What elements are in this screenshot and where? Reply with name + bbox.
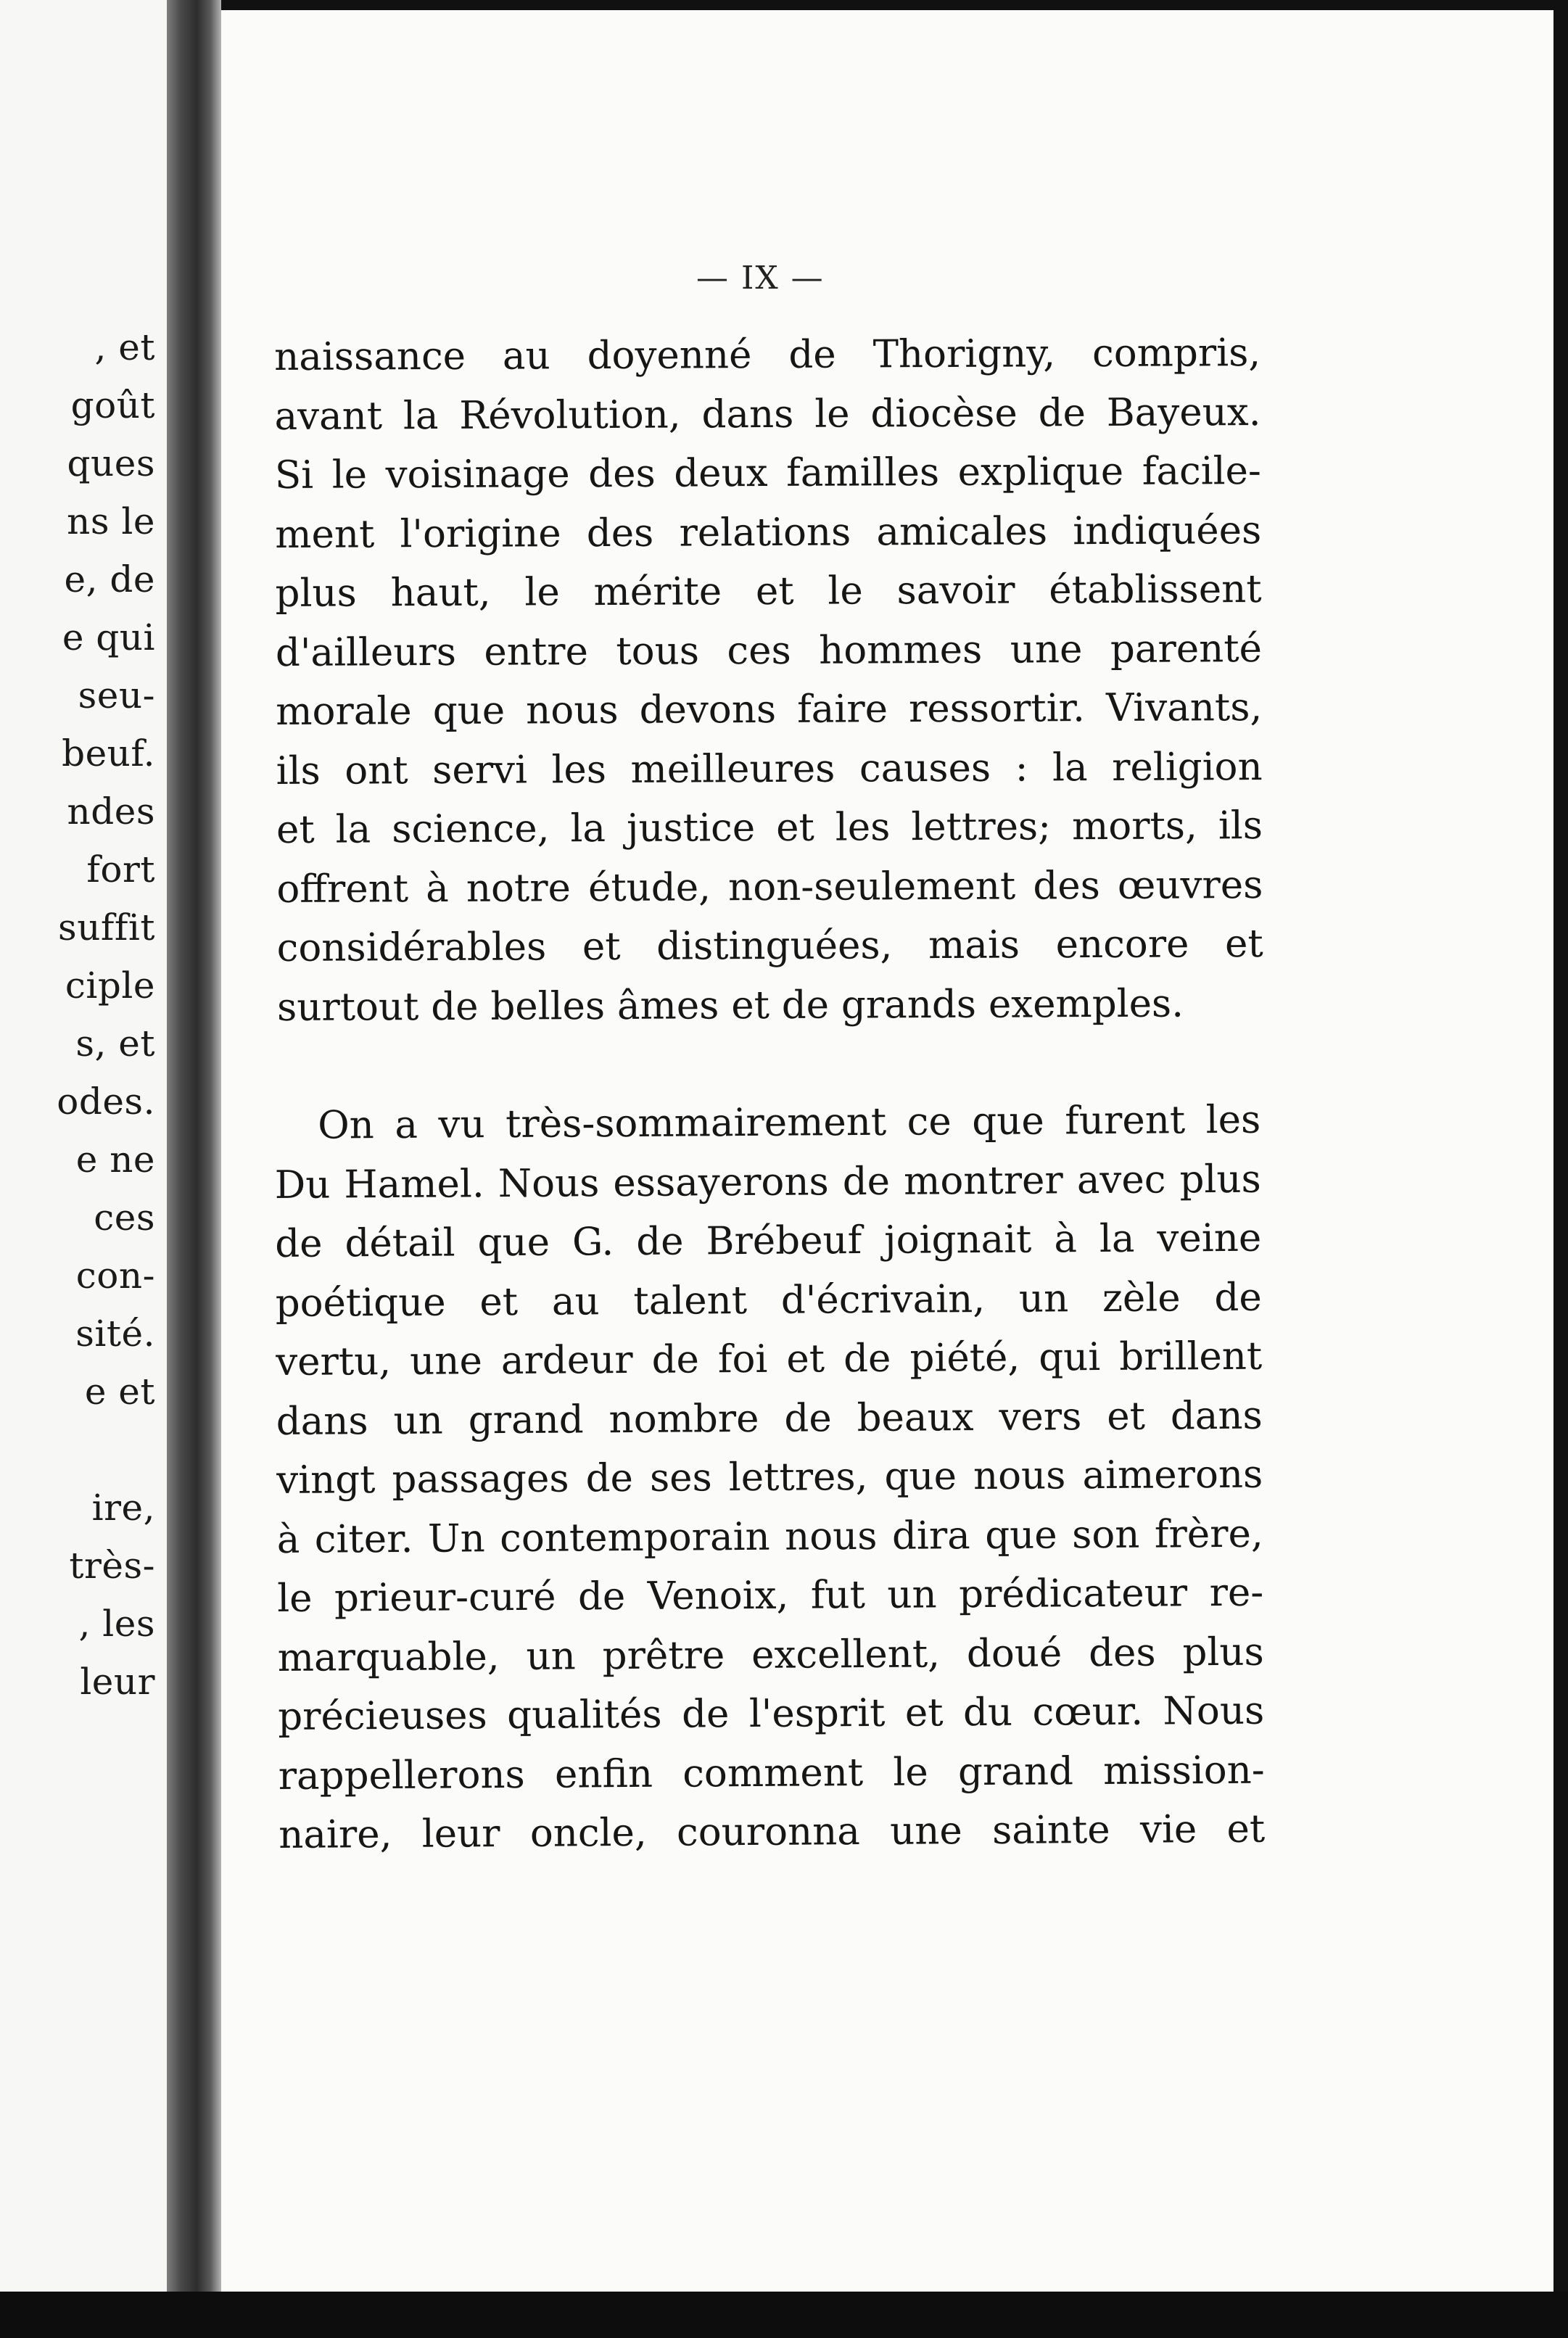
paragraph-1 — [274, 323, 1263, 1037]
left-page-line: e et — [84, 1371, 155, 1413]
left-page-line: ciple — [65, 964, 155, 1007]
left-page-line: sité. — [75, 1313, 155, 1355]
scan-border-top — [221, 0, 1553, 10]
text-line: avant la Révolution, dans le diocèse de Bayeux. — [274, 389, 1261, 439]
left-page-line: leur — [80, 1661, 155, 1703]
text-line: Du Hamel. Nous essayerons de montrer avec plus — [274, 1157, 1261, 1207]
text-line: poétique et au talent d'écrivain, un zèle de — [275, 1275, 1262, 1326]
left-page-line: suffit — [58, 906, 155, 949]
paragraph-2 — [274, 1091, 1265, 1865]
text-line: précieuses qualités de l'esprit et du cœur. Nous — [278, 1688, 1265, 1739]
text-line: vingt passages de ses lettres, que nous aimerons — [276, 1452, 1263, 1503]
page-number: — IX — — [696, 260, 825, 297]
text-line: Si le voisinage des deux familles explique facile- — [274, 449, 1262, 497]
left-page-line: e, de — [64, 558, 155, 600]
left-facing-page — [0, 0, 167, 2299]
text-line: On a vu très-sommairement ce que furent les — [318, 1097, 1261, 1148]
left-page-line: ques — [67, 442, 155, 484]
text-line: marquable, un prêtre excellent, doué des plus — [277, 1629, 1264, 1680]
left-page-line: ces — [94, 1197, 155, 1239]
text-line: plus haut, le mérite et le savoir établissent — [275, 567, 1262, 616]
text-line: le prieur-curé de Venoix, fut un prédicateur re- — [277, 1570, 1264, 1621]
left-page-line: odes. — [57, 1081, 155, 1123]
text-line: d'ailleurs entre tous ces hommes une parenté — [275, 626, 1263, 675]
left-page-line: , et — [94, 326, 155, 368]
binding-gutter — [167, 0, 221, 2299]
text-line: ils ont servi les meilleures causes : la religion — [276, 744, 1263, 793]
left-page-line: s, et — [75, 1023, 155, 1065]
text-line: rappellerons enfin comment le grand mission- — [278, 1748, 1265, 1798]
text-line: naire, leur oncle, couronna une sainte vie et — [278, 1806, 1266, 1857]
scan-border-bottom — [0, 2292, 1568, 2338]
text-line: considérables et distinguées, mais encore et — [276, 922, 1263, 970]
left-page-line: seu- — [78, 674, 155, 716]
left-page-line: , les — [78, 1603, 155, 1645]
left-page-line: ns le — [67, 500, 155, 542]
scan-border-right — [1553, 0, 1568, 2338]
text-line: ment l'origine des relations amicales indiquées — [275, 508, 1262, 557]
left-page-line: e qui — [62, 616, 155, 658]
left-page-line: con- — [75, 1255, 155, 1297]
text-line: de détail que G. de Brébeuf joignait à la veine — [275, 1215, 1262, 1266]
text-line: à citer. Un contemporain nous dira que son frère, — [276, 1511, 1263, 1562]
text-line: dans un grand nombre de beaux vers et dans — [276, 1393, 1263, 1444]
text-line: et la science, la justice et les lettres; morts, ils — [276, 804, 1263, 852]
left-page-line: ire, — [91, 1487, 155, 1529]
left-page-line: très- — [69, 1545, 155, 1587]
text-line: morale que nous devons faire ressortir. Vivants, — [276, 685, 1263, 734]
left-page-line: fort — [86, 848, 155, 891]
left-page-line: beuf. — [62, 732, 155, 774]
text-line: vertu, une ardeur de foi et de piété, qui brillent — [276, 1334, 1263, 1384]
left-page-line: goût — [70, 384, 155, 426]
text-line: surtout de belles âmes et de grands exemples. — [276, 981, 1184, 1030]
text-line: naissance au doyenné de Thorigny, compris, — [274, 331, 1261, 379]
left-page-line: e ne — [75, 1139, 155, 1181]
left-page-line: ndes — [67, 790, 155, 833]
text-line: offrent à notre étude, non-seulement des œuvres — [276, 862, 1263, 912]
